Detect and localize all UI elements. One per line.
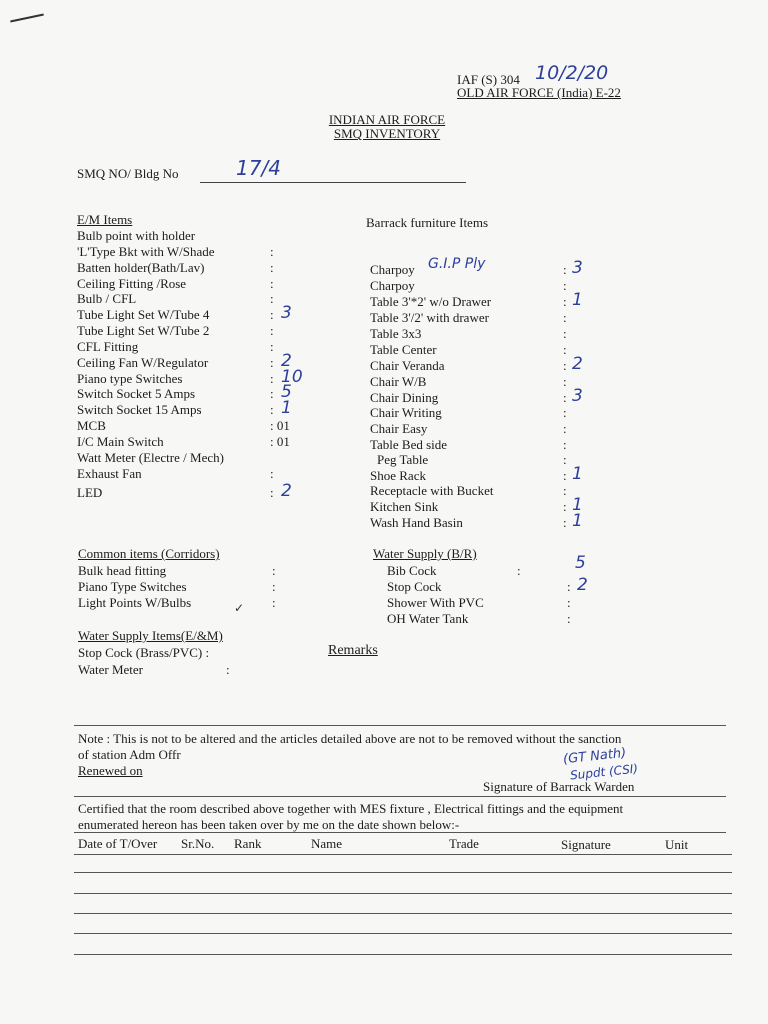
barrack-item-colon: : bbox=[563, 499, 567, 514]
em-item-colon: : bbox=[270, 276, 274, 291]
em-heading: E/M Items bbox=[77, 212, 133, 227]
em-item-label: Exhaust Fan bbox=[77, 466, 142, 481]
common-heading: Common items (Corridors) bbox=[78, 546, 220, 561]
em-item-label: Switch Socket 5 Amps bbox=[77, 386, 196, 401]
barrack-item-colon: : bbox=[563, 262, 567, 277]
table-top-rule bbox=[74, 832, 726, 833]
table-row-line bbox=[74, 872, 732, 873]
pen-mark bbox=[10, 13, 44, 22]
water-br-item-colon: : bbox=[567, 611, 571, 626]
handwritten-signature-designation: Supdt (CSI) bbox=[569, 761, 639, 783]
em-item-quantity: 2 bbox=[281, 351, 292, 371]
barrack-item-colon: : bbox=[563, 421, 567, 436]
em-item-quantity: 2 bbox=[281, 481, 292, 501]
em-item-colon: : bbox=[270, 244, 274, 259]
em-item-colon: : bbox=[270, 371, 274, 386]
common-item-label: Piano Type Switches bbox=[78, 579, 187, 594]
em-item-label: Bulb / CFL bbox=[77, 291, 137, 306]
barrack-item-label: Charpoy bbox=[370, 262, 415, 277]
col-trade: Trade bbox=[449, 836, 479, 851]
table-row-line bbox=[74, 854, 732, 855]
water-br-item-label: Stop Cock bbox=[387, 579, 442, 594]
em-item-label: 'L'Type Bkt with W/Shade bbox=[77, 244, 215, 259]
table-row-line bbox=[74, 893, 732, 894]
barrack-item-colon: : bbox=[563, 374, 567, 389]
table-row-line bbox=[74, 913, 732, 914]
common-item-colon: : bbox=[272, 595, 276, 610]
barrack-item-label: Receptacle with Bucket bbox=[370, 483, 494, 498]
water-br-item-quantity: 5 bbox=[575, 553, 586, 573]
common-item-colon: : bbox=[272, 579, 276, 594]
barrack-item-label: Table 3x3 bbox=[370, 326, 422, 341]
water-br-item-label: Shower With PVC bbox=[387, 595, 484, 610]
water-em-heading: Water Supply Items(E/&M) bbox=[78, 628, 223, 643]
certified-line-1: Certified that the room described above together with MES fixture , Electrical fittings and the equipment bbox=[78, 801, 624, 816]
barrack-item-quantity: 1 bbox=[572, 511, 583, 531]
barrack-item-label: Kitchen Sink bbox=[370, 499, 439, 514]
certified-line-2: enumerated hereon has been taken over by me on the date shown below:- bbox=[78, 817, 460, 832]
barrack-item-quantity: 3 bbox=[572, 386, 583, 406]
em-item-quantity: 10 bbox=[281, 367, 303, 387]
barrack-item-label: Wash Hand Basin bbox=[370, 515, 463, 530]
note-line-2: of station Adm Offr bbox=[78, 747, 181, 762]
em-item-label: MCB bbox=[77, 418, 106, 433]
table-row-line bbox=[74, 933, 732, 934]
em-item-label: Bulb point with holder bbox=[77, 228, 196, 243]
water-em-item-label: Water Meter bbox=[78, 662, 143, 677]
barrack-item-colon: : bbox=[563, 515, 567, 530]
col-unit: Unit bbox=[665, 837, 689, 852]
em-item-quantity: 5 bbox=[281, 382, 292, 402]
barrack-item-colon: : bbox=[563, 342, 567, 357]
water-br-heading: Water Supply (B/R) bbox=[373, 546, 477, 561]
em-item-colon: : bbox=[270, 260, 274, 275]
barrack-item-note: G.I.P Ply bbox=[428, 256, 486, 272]
em-item-colon: : bbox=[270, 291, 274, 306]
barrack-item-label: Chair Writing bbox=[370, 405, 442, 420]
em-item-label: LED bbox=[77, 485, 103, 500]
barrack-item-colon: : bbox=[563, 294, 567, 309]
col-srno: Sr.No. bbox=[181, 836, 215, 851]
barrack-item-label: Chair Dining bbox=[370, 390, 439, 405]
em-item-label: Tube Light Set W/Tube 2 bbox=[77, 323, 210, 338]
em-item-colon: : bbox=[270, 307, 274, 322]
em-item-colon: : bbox=[270, 355, 274, 370]
em-item-label: Tube Light Set W/Tube 4 bbox=[77, 307, 210, 322]
smq-value: 17/4 bbox=[236, 156, 281, 180]
em-item-quantity: 1 bbox=[281, 398, 292, 418]
water-br-item-label: Bib Cock bbox=[387, 563, 437, 578]
renewed-on: Renewed on bbox=[78, 763, 143, 778]
barrack-item-colon: : bbox=[563, 483, 567, 498]
em-item-colon: : bbox=[270, 339, 274, 354]
smq-underline bbox=[200, 182, 466, 183]
em-item-label: Ceiling Fan W/Regulator bbox=[77, 355, 209, 370]
barrack-item-colon: : bbox=[563, 278, 567, 293]
check-mark-icon: ✓ bbox=[234, 601, 245, 615]
em-item-colon: : bbox=[270, 402, 274, 417]
note-line-1: Note : This is not to be altered and the articles detailed above are not to be removed without the sanction bbox=[78, 731, 622, 746]
em-item-label: Piano type Switches bbox=[77, 371, 183, 386]
barrack-heading: Barrack furniture Items bbox=[366, 215, 489, 230]
barrack-item-colon: : bbox=[563, 326, 567, 341]
em-item-label: Batten holder(Bath/Lav) bbox=[77, 260, 205, 275]
col-date: Date of T/Over bbox=[78, 836, 158, 851]
form-code: IAF (S) 304 bbox=[457, 72, 520, 87]
water-br-item-colon: : bbox=[567, 579, 571, 594]
water-br-item-colon: : bbox=[567, 595, 571, 610]
barrack-item-quantity: 1 bbox=[572, 290, 583, 310]
em-item-label: Ceiling Fitting /Rose bbox=[77, 276, 187, 291]
note-top-rule bbox=[74, 725, 726, 726]
barrack-item-label: Table Bed side bbox=[370, 437, 448, 452]
common-item-colon: : bbox=[272, 563, 276, 578]
water-em-item-colon: : bbox=[226, 662, 230, 677]
barrack-item-label: Charpoy bbox=[370, 278, 415, 293]
em-item-label: CFL Fitting bbox=[77, 339, 139, 354]
em-item-label: Watt Meter (Electre / Mech) bbox=[77, 450, 224, 465]
water-br-item-label: OH Water Tank bbox=[387, 611, 469, 626]
barrack-item-colon: : bbox=[563, 310, 567, 325]
barrack-item-colon: : bbox=[563, 358, 567, 373]
water-em-item-label: Stop Cock (Brass/PVC) : bbox=[78, 645, 210, 660]
barrack-item-colon: : bbox=[563, 405, 567, 420]
col-name: Name bbox=[311, 836, 343, 851]
form-title-1: INDIAN AIR FORCE bbox=[328, 112, 446, 127]
col-rank: Rank bbox=[234, 836, 262, 851]
barrack-item-label: Chair Easy bbox=[370, 421, 428, 436]
barrack-item-colon: : bbox=[563, 437, 567, 452]
em-item-colon: : 01 bbox=[270, 434, 290, 449]
barrack-item-label: Table Center bbox=[370, 342, 437, 357]
handwritten-date: 10/2/20 bbox=[535, 62, 609, 84]
em-item-label: Switch Socket 15 Amps bbox=[77, 402, 202, 417]
note-bottom-rule bbox=[74, 796, 726, 797]
col-signature: Signature bbox=[561, 837, 611, 852]
handwritten-signature-name: (GT Nath) bbox=[562, 745, 627, 768]
em-item-label: I/C Main Switch bbox=[77, 434, 164, 449]
common-item-label: Bulk head fitting bbox=[78, 563, 167, 578]
barrack-warden-signature: Signature of Barrack Warden bbox=[483, 779, 635, 794]
table-row-line bbox=[74, 954, 732, 955]
em-item-colon: : bbox=[270, 323, 274, 338]
barrack-item-label: Table 3'*2' w/o Drawer bbox=[370, 294, 492, 309]
em-item-colon: : bbox=[270, 386, 274, 401]
barrack-item-quantity: 1 bbox=[572, 495, 583, 515]
smq-label: SMQ NO/ Bldg No bbox=[77, 166, 179, 181]
barrack-item-colon: : bbox=[563, 468, 567, 483]
water-br-item-quantity: 2 bbox=[577, 575, 588, 595]
barrack-item-colon: : bbox=[563, 390, 567, 405]
em-item-colon: : bbox=[270, 485, 274, 500]
barrack-item-colon: : bbox=[563, 452, 567, 467]
common-item-label: Light Points W/Bulbs bbox=[78, 595, 192, 610]
remarks-heading: Remarks bbox=[328, 643, 378, 658]
em-item-colon: : 01 bbox=[270, 418, 290, 433]
barrack-item-quantity: 1 bbox=[572, 464, 583, 484]
barrack-item-label: Peg Table bbox=[377, 452, 429, 467]
em-item-quantity: 3 bbox=[281, 303, 292, 323]
barrack-item-label: Chair W/B bbox=[370, 374, 427, 389]
barrack-item-label: Table 3'/2' with drawer bbox=[370, 310, 489, 325]
em-item-colon: : bbox=[270, 466, 274, 481]
barrack-item-label: Shoe Rack bbox=[370, 468, 426, 483]
barrack-item-quantity: 2 bbox=[572, 354, 583, 374]
barrack-item-label: Chair Veranda bbox=[370, 358, 445, 373]
barrack-item-quantity: 3 bbox=[572, 258, 583, 278]
org-reference: OLD AIR FORCE (India) E-22 bbox=[457, 85, 621, 100]
water-br-item-colon: : bbox=[517, 563, 521, 578]
form-title-2: SMQ INVENTORY bbox=[333, 126, 441, 141]
